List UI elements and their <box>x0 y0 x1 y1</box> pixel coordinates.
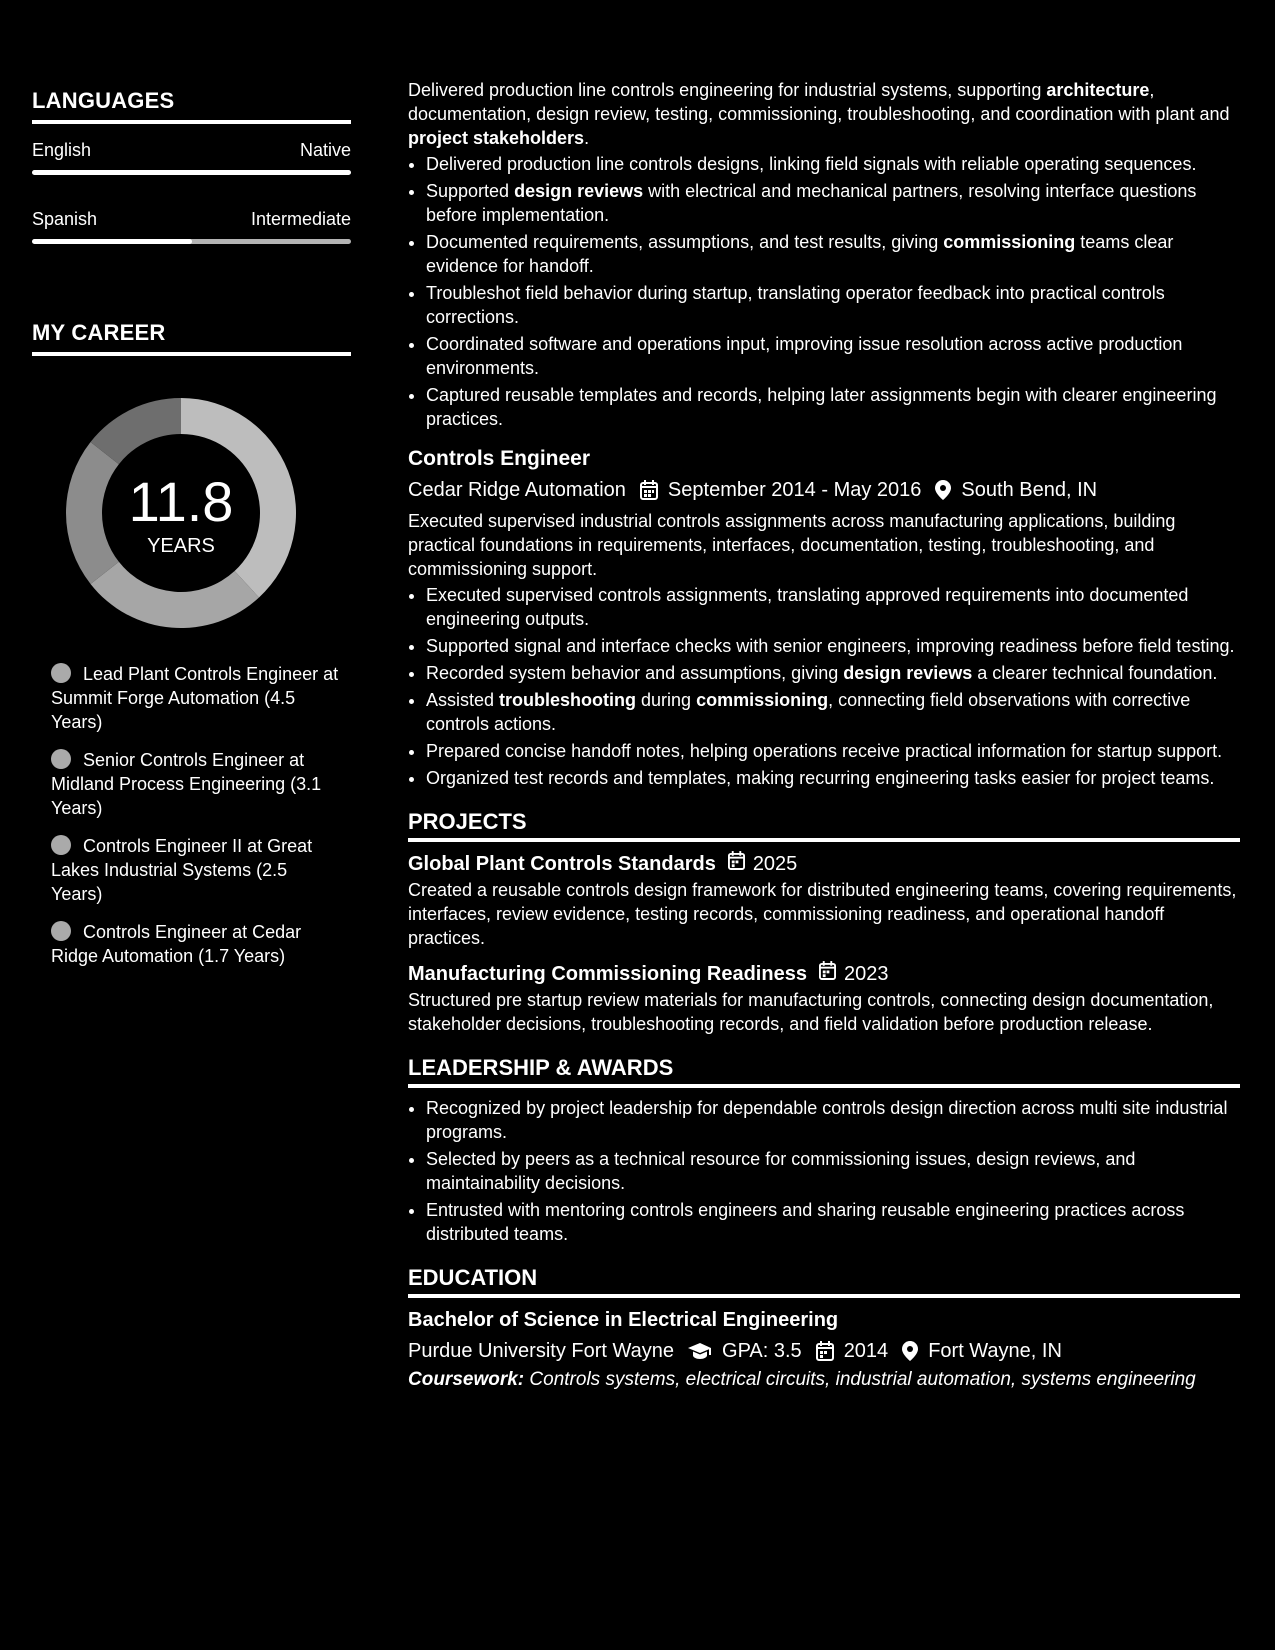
list-item: • Prepared concise handoff notes, helping operations receive practical information for startup support. <box>426 739 1240 763</box>
project-title: Manufacturing Commissioning Readiness 2023 <box>408 960 1240 988</box>
career-donut-chart <box>66 398 296 628</box>
career-years-unit: YEARS <box>147 535 215 557</box>
project-description: Structured pre startup review materials for manufacturing controls, connecting design documentation, stakeholder decisions, troubleshooting records, and field validation before production release. <box>408 990 1214 1034</box>
language-bar <box>32 239 351 244</box>
coursework: Coursework: Controls systems, electrical circuits, industrial automation, systems engineering <box>408 1369 1196 1390</box>
list-item: • Recorded system behavior and assumptions, giving design reviews a clearer technical foundation. <box>426 661 1240 685</box>
calendar-icon <box>816 1341 834 1361</box>
language-bar <box>32 170 351 175</box>
leadership-heading: LEADERSHIP & AWARDS <box>408 1056 1240 1088</box>
list-item: • Supported design reviews with electrical and mechanical partners, resolving interface questions before implementation. <box>426 179 1240 227</box>
gpa: GPA: 3.5 <box>722 1340 802 1362</box>
education-meta <box>408 1338 1240 1364</box>
career-item: Controls Engineer II at Great Lakes Industrial Systems (2.5 Years) <box>51 836 313 904</box>
language-name: Spanish <box>32 209 98 229</box>
language-level: Intermediate <box>250 209 351 229</box>
job-meta <box>408 477 1240 503</box>
career-item: Controls Engineer at Cedar Ridge Automation (1.7 Years) <box>51 922 302 966</box>
career-item: Senior Controls Engineer at Midland Process Engineering (3.1 Years) <box>51 750 322 818</box>
calendar-icon <box>819 960 836 988</box>
language-name: English <box>32 140 92 160</box>
calendar-icon <box>728 850 745 878</box>
list-item: • Assisted troubleshooting during commissioning, connecting field observations with corrective controls actions. <box>426 688 1240 736</box>
job-bullets <box>408 583 1240 790</box>
list-item: • Captured reusable templates and records, helping later assignments begin with clearer engineering practices. <box>426 383 1240 431</box>
list-item: • Documented requirements, assumptions, and test results, giving commissioning teams clear evidence for handoff. <box>426 230 1240 278</box>
language-english <box>32 138 351 175</box>
location-pin-icon <box>935 480 951 500</box>
bullet-dot-icon <box>51 835 71 855</box>
projects-heading: PROJECTS <box>408 810 1240 842</box>
project-year: 2023 <box>843 963 889 985</box>
company-name: Cedar Ridge Automation <box>408 479 626 501</box>
list-item: • Delivered production line controls designs, linking field signals with reliable operating sequences. <box>426 152 1240 176</box>
school-name: Purdue University Fort Wayne <box>408 1340 675 1362</box>
list-item: • Selected by peers as a technical resource for commissioning issues, design reviews, and maintainability decisions. <box>426 1147 1240 1195</box>
list-item: • Executed supervised controls assignments, translating approved requirements into documented engineering outputs. <box>426 583 1240 631</box>
graduation-cap-icon <box>688 1342 712 1360</box>
language-spanish <box>32 207 351 244</box>
role-bullets <box>408 152 1240 431</box>
calendar-icon <box>640 480 658 500</box>
job-dates: September 2014 - May 2016 <box>667 479 922 501</box>
job-title: Controls Engineer <box>408 447 591 470</box>
education-heading: EDUCATION <box>408 1266 1240 1298</box>
left-sidebar <box>32 88 351 982</box>
education-location: Fort Wayne, IN <box>928 1340 1062 1362</box>
language-level: Native <box>299 140 351 160</box>
main-content <box>408 78 1240 1392</box>
graduation-year: 2014 <box>843 1340 889 1362</box>
bullet-dot-icon <box>51 663 71 683</box>
list-item: • Supported signal and interface checks with senior engineers, improving readiness before field testing. <box>426 634 1240 658</box>
list-item: • Entrusted with mentoring controls engineers and sharing reusable engineering practices across distributed teams. <box>426 1198 1240 1246</box>
language-bar-fill <box>32 170 351 175</box>
career-total-years: 11.8 <box>128 470 234 533</box>
job-summary: Executed supervised industrial controls assignments across manufacturing applications, building practical foundations in requirements, interfaces, documentation, testing, troubleshooting, and commissioning support. <box>408 511 1176 579</box>
list-item: • Troubleshot field behavior during startup, translating operator feedback into practical controls corrections. <box>426 281 1240 329</box>
career-heading: MY CAREER <box>32 320 351 356</box>
list-item: • Recognized by project leadership for dependable controls design direction across multi site industrial programs. <box>426 1096 1240 1144</box>
location-pin-icon <box>902 1341 918 1361</box>
language-bar-fill <box>32 239 192 244</box>
languages-heading: LANGUAGES <box>32 88 351 124</box>
project-title: Global Plant Controls Standards 2025 <box>408 850 1240 878</box>
list-item: • Coordinated software and operations input, improving issue resolution across active production environments. <box>426 332 1240 380</box>
list-item: • Organized test records and templates, making recurring engineering tasks easier for project teams. <box>426 766 1240 790</box>
career-item: Lead Plant Controls Engineer at Summit Forge Automation (4.5 Years) <box>51 664 339 732</box>
bullet-dot-icon <box>51 749 71 769</box>
bullet-dot-icon <box>51 921 71 941</box>
job-location: South Bend, IN <box>961 479 1098 501</box>
project-year: 2025 <box>752 853 798 875</box>
project-description: Created a reusable controls design framework for distributed engineering teams, covering requirements, interfaces, review evidence, testing records, commissioning readiness, and operational handoff practices. <box>408 880 1237 948</box>
career-list <box>51 662 341 968</box>
leadership-list <box>408 1096 1240 1246</box>
role-summary: Delivered production line controls engineering for industrial systems, supporting architecture, documentation, design review, testing, commissioning, troubleshooting, and coordination with plant and project stakeholders. <box>408 80 1230 148</box>
degree-title: Bachelor of Science in Electrical Engineering <box>408 1309 839 1331</box>
